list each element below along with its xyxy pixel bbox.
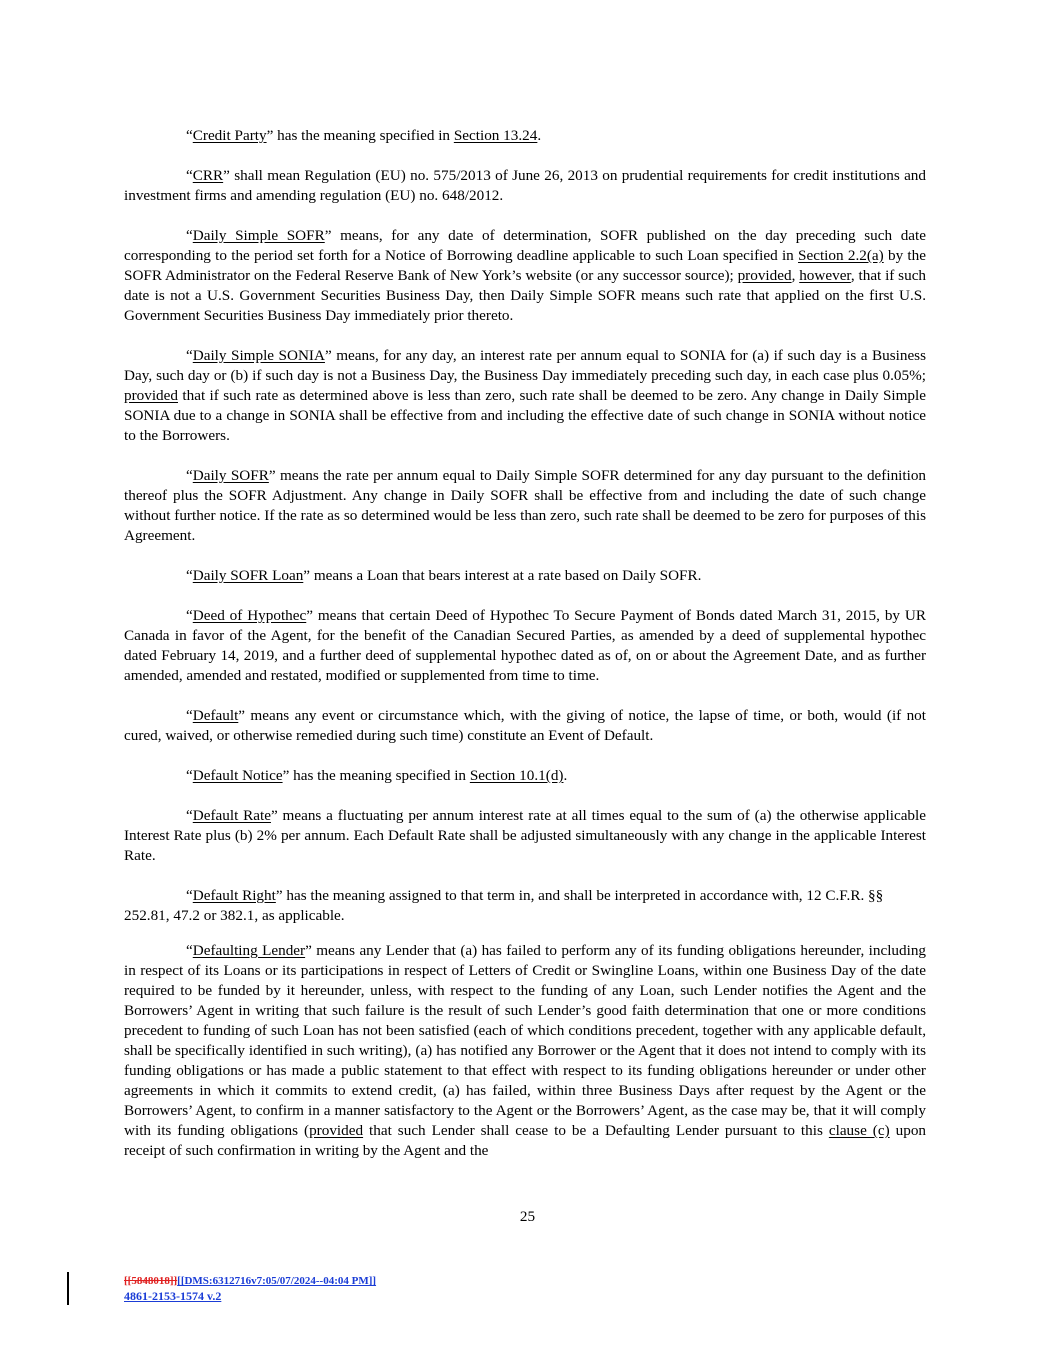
defined-term: Daily Simple SOFR xyxy=(192,227,325,244)
footer-dms-line xyxy=(124,1274,376,1289)
definition-daily-simple-sonia: “Daily Simple SONIA” means, for any day, an interest rate per annum equal to SONIA for (a) if such day is a Business Day, such day or (b) if such day is not a Business Day, the Business Day immediately preceding such day, in each case plus 0.05%; provided that if such rate as determined above is less than zero, such rate shall be deemed to be zero. Any change in Daily Simple SONIA due to a change in SONIA shall be effective from and including the effective date of such change in SONIA without notice to the Borrowers. xyxy=(124,347,927,444)
definition-default-rate: “Default Rate” means a fluctuating per annum interest rate at all times equal to the sum of (a) the otherwise applicable Interest Rate plus (b) 2% per annum. Each Default Rate shall be adjusted simultaneously with any change in the applicable Interest Rate. xyxy=(124,807,926,864)
defined-term: Deed of Hypothec xyxy=(192,607,307,624)
definition-daily-simple-sofr: “Daily Simple SOFR” means, for any date of determination, SOFR published on the day preceding such date corresponding to the period set forth for a Notice of Borrowing deadline applicable to such Loan specified in Section 2.2(a) by the SOFR Administrator on the Federal Reserve Bank of New York’s website (or any successor source); provided, however, that if such date is not a U.S. Government Securities Business Day, then Daily Simple SOFR means such rate that applied on the first U.S. Government Securities Business Day immediately prior thereto. xyxy=(124,227,927,324)
section-reference: Section 2.2(a) xyxy=(798,247,884,264)
defined-term: Daily SOFR xyxy=(192,467,269,484)
defined-term: Daily SOFR Loan xyxy=(192,567,304,584)
section-reference: Section 10.1(d) xyxy=(469,767,564,784)
deleted-doc-id: [[5848018]] xyxy=(124,1275,178,1287)
definition-default: “Default” means any event or circumstance which, with the giving of notice, the lapse of time, or both, would (if not cured, waived, or otherwise remedied during such time) constitute an Event of Default. xyxy=(124,707,926,744)
section-reference: clause (c) xyxy=(828,1122,890,1139)
definition-default-notice: “Default Notice” has the meaning specified in Section 10.1(d). xyxy=(186,767,568,784)
definition-deed-of-hypothec: “Deed of Hypothec” means that certain Deed of Hypothec To Secure Payment of Bonds dated March 31, 2015, by UR Canada in favor of the Agent, for the benefit of the Canadian Secured Parties, as amended by a deed of supplemental hypothec dated February 14, 2019, and a further deed of supplemental hypothec dated as of, on or about the Agreement Date, and as further amended, amended and restated, modified or supplemented from time to time. xyxy=(124,607,926,684)
change-bar xyxy=(67,1272,69,1305)
defined-term: Daily Simple SONIA xyxy=(192,347,325,364)
section-reference: Section 13.24 xyxy=(453,127,538,144)
definition-defaulting-lender: “Defaulting Lender” means any Lender that (a) has failed to perform any of its funding obligations hereunder, including in respect of its Loans or its participations in respect of Letters of Credit or Swingline Loans, within one Business Day of the date required to be funded by it hereunder, unless, with respect to the funding of any Loan, such Lender notifies the Agent and the Borrowers’ Agent in writing that such failure is the result of such Lender’s good faith determination that one or more conditions precedent to funding of such Loan has not been satisfied (each of which conditions precedent, together with any applicable default, shall be specifically identified in such writing), (a) has notified any Borrower or the Agent that it does not intend to comply with its funding obligations or has made a public statement to that effect with respect to its funding obligations hereunder or under other agreements in which it commits to extend credit, (a) has failed, within three Business Days after request by the Agent or the Borrowers’ Agent, to confirm in a manner satisfactory to the Agent or the Borrowers’ Agent, as the case may be, that it will comply with its funding obligations (provided that such Lender shall cease to be a Defaulting Lender pursuant to this clause (c) upon receipt of such confirmation in writing by the Agent and the xyxy=(124,942,927,1159)
document-footer xyxy=(124,1274,376,1304)
body-text xyxy=(124,126,926,1161)
defined-term: CRR xyxy=(192,167,224,184)
defined-term: Credit Party xyxy=(192,127,267,144)
definition-daily-sofr: “Daily SOFR” means the rate per annum equal to Daily Simple SOFR determined for any day pursuant to the definition thereof plus the SOFR Adjustment. Any change in Daily SOFR shall be effective from and including the date of such change without further notice. If the rate as so determined would be less than zero, such rate shall be deemed to be zero for purposes of this Agreement. xyxy=(124,467,927,544)
defined-term: Default Rate xyxy=(192,807,271,824)
page-number: 25 xyxy=(519,1208,536,1225)
doc-number: 4861-2153-1574 v.2 xyxy=(124,1289,222,1303)
defined-term: Default Notice xyxy=(192,767,283,784)
definition-crr: “CRR” shall mean Regulation (EU) no. 575/2013 of June 26, 2013 on prudential requirements for credit institutions and investment firms and amending regulation (EU) no. 648/2012. xyxy=(124,167,926,204)
definition-default-right: “Default Right” has the meaning assigned to that term in, and shall be interpreted in accordance with, 12 C.F.R. §§ 252.81, 47.2 or 382.1, as applicable. xyxy=(124,887,884,924)
definition-credit-party: “Credit Party” has the meaning specified in Section 13.24. xyxy=(186,127,542,144)
defined-term: Defaulting Lender xyxy=(192,942,306,959)
defined-term: Default Right xyxy=(192,887,276,904)
inserted-doc-id: [[DMS:6312716v7:05/07/2024--04:04 PM]] xyxy=(177,1275,377,1287)
definition-daily-sofr-loan: “Daily SOFR Loan” means a Loan that bears interest at a rate based on Daily SOFR. xyxy=(186,567,702,584)
defined-term: Default xyxy=(192,707,239,724)
